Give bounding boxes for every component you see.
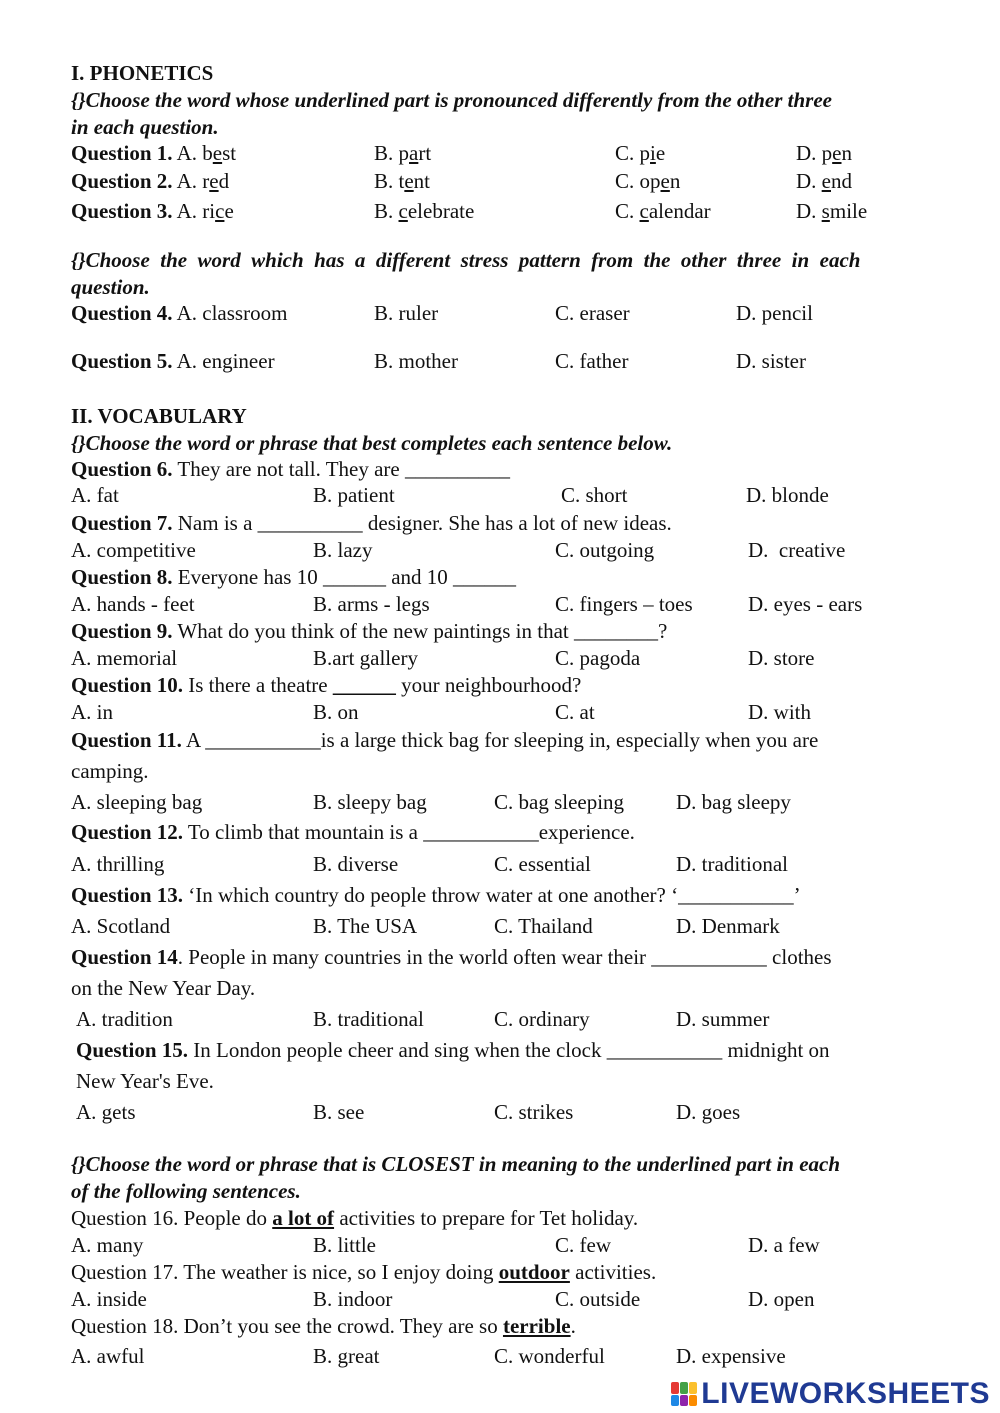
q13-option-b[interactable]: B. The USA	[313, 914, 418, 938]
question-15-cont: New Year's Eve.	[76, 1069, 214, 1093]
q18-option-d[interactable]: D. expensive	[676, 1344, 786, 1368]
q5-option-d[interactable]: D. sister	[736, 349, 806, 373]
q18-option-b[interactable]: B. great	[313, 1344, 380, 1368]
q7-option-b[interactable]: B. lazy	[313, 538, 373, 562]
instruction-vocabulary: {}Choose the word or phrase that best completes each sentence below.	[71, 431, 673, 455]
q13-option-a[interactable]: A. Scotland	[71, 914, 171, 938]
q12-option-b[interactable]: B. diverse	[313, 852, 399, 876]
question-17: Question 17. The weather is nice, so I enjoy doing outdoor activities.	[71, 1260, 657, 1284]
q1-option-b[interactable]: B. part	[374, 141, 432, 165]
q6-option-a[interactable]: A. fat	[71, 483, 119, 507]
q3-option-d[interactable]: D. smile	[796, 199, 868, 223]
q6-option-c[interactable]: C. short	[561, 483, 628, 507]
question-9: Question 9. What do you think of the new paintings in that ________?	[71, 619, 668, 643]
q11-option-a[interactable]: A. sleeping bag	[71, 790, 203, 814]
question-3: Question 3. A. rice	[71, 199, 234, 223]
logo-square	[671, 1382, 679, 1394]
q2-option-d[interactable]: D. end	[796, 169, 852, 193]
question-11-cont: camping.	[71, 759, 149, 783]
q11-option-c[interactable]: C. bag sleeping	[494, 790, 625, 814]
q16-option-c[interactable]: C. few	[555, 1233, 611, 1257]
q13-option-d[interactable]: D. Denmark	[676, 914, 780, 938]
q7-option-a[interactable]: A. competitive	[71, 538, 196, 562]
q9-option-c[interactable]: C. pagoda	[555, 646, 641, 670]
question-4: Question 4. A. classroom	[71, 301, 288, 325]
q15-option-a[interactable]: A. gets	[76, 1100, 136, 1124]
instruction-pronunciation: {}Choose the word whose underlined part is pronounced differently from the other three	[71, 88, 832, 112]
q12-option-c[interactable]: C. essential	[494, 852, 591, 876]
q15-option-c[interactable]: C. strikes	[494, 1100, 574, 1124]
q9-option-a[interactable]: A. memorial	[71, 646, 178, 670]
question-1: Question 1. A. best	[71, 141, 237, 165]
watermark-text: LIVEWORKSHEETS	[701, 1377, 990, 1410]
logo-square	[680, 1382, 688, 1394]
q4-option-d[interactable]: D. pencil	[736, 301, 813, 325]
q11-option-b[interactable]: B. sleepy bag	[313, 790, 427, 814]
q1-option-d[interactable]: D. pen	[796, 141, 852, 165]
instruction-closest-cont: of the following sentences.	[71, 1179, 301, 1203]
q8-option-b[interactable]: B. arms - legs	[313, 592, 430, 616]
question-10: Question 10. Is there a theatre ______ your neighbourhood?	[71, 673, 582, 697]
q5-option-b[interactable]: B. mother	[374, 349, 458, 373]
q9-option-b[interactable]: B.art gallery	[313, 646, 418, 670]
q9-option-d[interactable]: D. store	[748, 646, 815, 670]
q16-option-d[interactable]: D. a few	[748, 1233, 820, 1257]
liveworksheets-watermark	[671, 1379, 990, 1409]
q7-option-d[interactable]: D. creative	[748, 538, 846, 562]
instruction-stress: {}Choose the word which has a different stress pattern from the other three in each	[71, 248, 861, 272]
q6-option-b[interactable]: B. patient	[313, 483, 395, 507]
q14-option-c[interactable]: C. ordinary	[494, 1007, 590, 1031]
q3-option-c[interactable]: C. calendar	[615, 199, 711, 223]
logo-square	[671, 1395, 679, 1407]
question-11: Question 11. A ___________is a large thick bag for sleeping in, especially when you are	[71, 728, 819, 752]
question-2: Question 2. A. red	[71, 169, 230, 193]
q18-option-a[interactable]: A. awful	[71, 1344, 145, 1368]
question-14: Question 14. People in many countries in the world often wear their ___________ clothes	[71, 945, 832, 969]
q18-option-c[interactable]: C. wonderful	[494, 1344, 605, 1368]
q4-option-c[interactable]: C. eraser	[555, 301, 630, 325]
q2-option-b[interactable]: B. tent	[374, 169, 431, 193]
q17-option-c[interactable]: C. outside	[555, 1287, 641, 1311]
q17-option-a[interactable]: A. inside	[71, 1287, 147, 1311]
question-7: Question 7. Nam is a __________ designer. She has a lot of new ideas.	[71, 511, 672, 535]
question-13: Question 13. ‘In which country do people throw water at one another? ‘___________’	[71, 883, 801, 907]
q1-option-c[interactable]: C. pie	[615, 141, 666, 165]
q17-option-b[interactable]: B. indoor	[313, 1287, 393, 1311]
question-16: Question 16. People do a lot of activities to prepare for Tet holiday.	[71, 1206, 639, 1230]
q7-option-c[interactable]: C. outgoing	[555, 538, 655, 562]
q3-option-b[interactable]: B. celebrate	[374, 199, 475, 223]
section-title-phonetics: I. PHONETICS	[71, 61, 214, 85]
q16-option-a[interactable]: A. many	[71, 1233, 144, 1257]
question-18: Question 18. Don’t you see the crowd. They are so terrible.	[71, 1314, 576, 1338]
q6-option-d[interactable]: D. blonde	[746, 483, 829, 507]
question-5: Question 5. A. engineer	[71, 349, 275, 373]
question-6: Question 6. They are not tall. They are __________	[71, 457, 510, 481]
instruction-pronunciation-cont: in each question.	[71, 115, 219, 139]
instruction-stress-cont: question.	[71, 275, 150, 299]
question-14-cont: on the New Year Day.	[71, 976, 256, 1000]
q11-option-d[interactable]: D. bag sleepy	[676, 790, 791, 814]
question-15: Question 15. In London people cheer and sing when the clock ___________ midnight on	[76, 1038, 830, 1062]
liveworksheets-logo-icon	[671, 1382, 697, 1406]
logo-square	[689, 1382, 697, 1394]
q8-option-a[interactable]: A. hands - feet	[71, 592, 195, 616]
q16-option-b[interactable]: B. little	[313, 1233, 376, 1257]
q8-option-c[interactable]: C. fingers – toes	[555, 592, 693, 616]
q15-option-b[interactable]: B. see	[313, 1100, 365, 1124]
q10-option-d[interactable]: D. with	[748, 700, 811, 724]
q12-option-d[interactable]: D. traditional	[676, 852, 788, 876]
question-8: Question 8. Everyone has 10 ______ and 10 ______	[71, 565, 517, 589]
q14-option-a[interactable]: A. tradition	[76, 1007, 173, 1031]
q14-option-b[interactable]: B. traditional	[313, 1007, 424, 1031]
logo-square	[689, 1395, 697, 1407]
question-12: Question 12. To climb that mountain is a ___________experience.	[71, 820, 635, 844]
q14-option-d[interactable]: D. summer	[676, 1007, 770, 1031]
instruction-closest: {}Choose the word or phrase that is CLOSEST in meaning to the underlined part in each	[71, 1152, 841, 1176]
section-title-vocabulary: II. VOCABULARY	[71, 404, 247, 428]
q2-option-c[interactable]: C. open	[615, 169, 681, 193]
logo-square	[680, 1395, 688, 1407]
q5-option-c[interactable]: C. father	[555, 349, 629, 373]
q12-option-a[interactable]: A. thrilling	[71, 852, 165, 876]
q4-option-b[interactable]: B. ruler	[374, 301, 439, 325]
q8-option-d[interactable]: D. eyes - ears	[748, 592, 863, 616]
q10-option-a[interactable]: A. in	[71, 700, 113, 724]
q17-option-d[interactable]: D. open	[748, 1287, 815, 1311]
q10-option-c[interactable]: C. at	[555, 700, 595, 724]
q15-option-d[interactable]: D. goes	[676, 1100, 741, 1124]
q10-option-b[interactable]: B. on	[313, 700, 359, 724]
q13-option-c[interactable]: C. Thailand	[494, 914, 593, 938]
